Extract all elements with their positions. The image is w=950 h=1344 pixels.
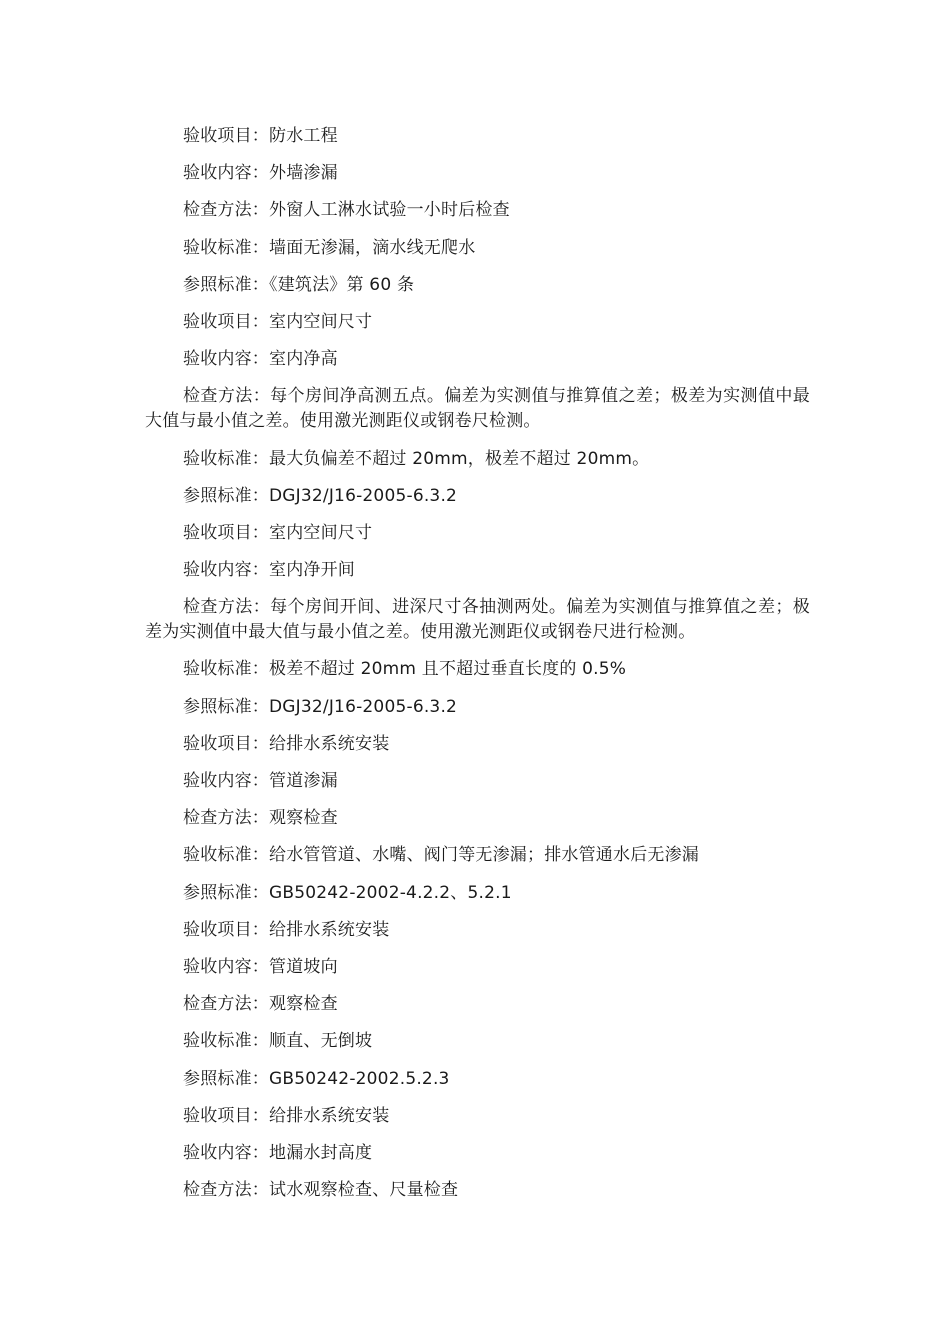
paragraph: 检查方法：试水观察检查、尺量检查	[183, 1180, 459, 1201]
paragraph: 检查方法：每个房间开间、进深尺寸各抽测两处。偏差为实测值与推算值之差；极差为实测值中最大值与最小值之差。使用激光测距仪或钢卷尺进行检测。	[145, 597, 810, 643]
paragraph: 验收项目：室内空间尺寸	[183, 311, 373, 332]
paragraph: 验收标准：给水管管道、水嘴、阀门等无渗漏；排水管通水后无渗漏	[183, 845, 699, 866]
paragraph: 验收内容：管道坡向	[183, 956, 338, 977]
paragraph: 验收项目：室内空间尺寸	[183, 522, 373, 543]
paragraph: 检查方法：观察检查	[183, 808, 338, 829]
paragraph: 参照标准：DGJ32/J16-2005-6.3.2	[183, 696, 458, 717]
paragraph: 验收标准：顺直、无倒坡	[183, 1031, 373, 1052]
paragraph: 验收标准：最大负偏差不超过 20mm，极差不超过 20mm。	[183, 448, 650, 469]
paragraph: 验收标准：墙面无渗漏，滴水线无爬水	[183, 237, 476, 258]
paragraph: 检查方法：外窗人工淋水试验一小时后检查	[183, 200, 510, 221]
paragraph: 验收内容：管道渗漏	[183, 771, 338, 791]
paragraph: 参照标准：《建筑法》第 60 条	[183, 274, 415, 295]
paragraph: 检查方法：每个房间净高测五点。偏差为实测值与推算值之差；极差为实测值中最大值与最小值之差。使用激光测距仪或钢卷尺检测。	[145, 386, 810, 432]
paragraph: 验收内容：室内净高	[183, 349, 338, 370]
paragraph: 参照标准：GB50242-2002.5.2.3	[183, 1068, 450, 1089]
paragraph: 验收项目：给排水系统安装	[183, 919, 390, 940]
paragraph: 验收项目：给排水系统安装	[183, 733, 390, 754]
paragraph: 验收项目：防水工程	[183, 126, 338, 146]
paragraph: 验收内容：外墙渗漏	[183, 163, 338, 184]
paragraph: 验收内容：室内净开间	[183, 560, 355, 581]
paragraph: 参照标准：DGJ32/J16-2005-6.3.2	[183, 485, 458, 506]
paragraph: 参照标准：GB50242-2002-4.2.2、5.2.1	[183, 882, 512, 903]
paragraph: 验收项目：给排水系统安装	[183, 1105, 390, 1126]
paragraph: 检查方法：观察检查	[183, 994, 338, 1015]
document-body	[145, 124, 810, 1215]
paragraph: 验收内容：地漏水封高度	[183, 1142, 373, 1163]
paragraph: 验收标准：极差不超过 20mm 且不超过垂直长度的 0.5%	[183, 659, 627, 680]
